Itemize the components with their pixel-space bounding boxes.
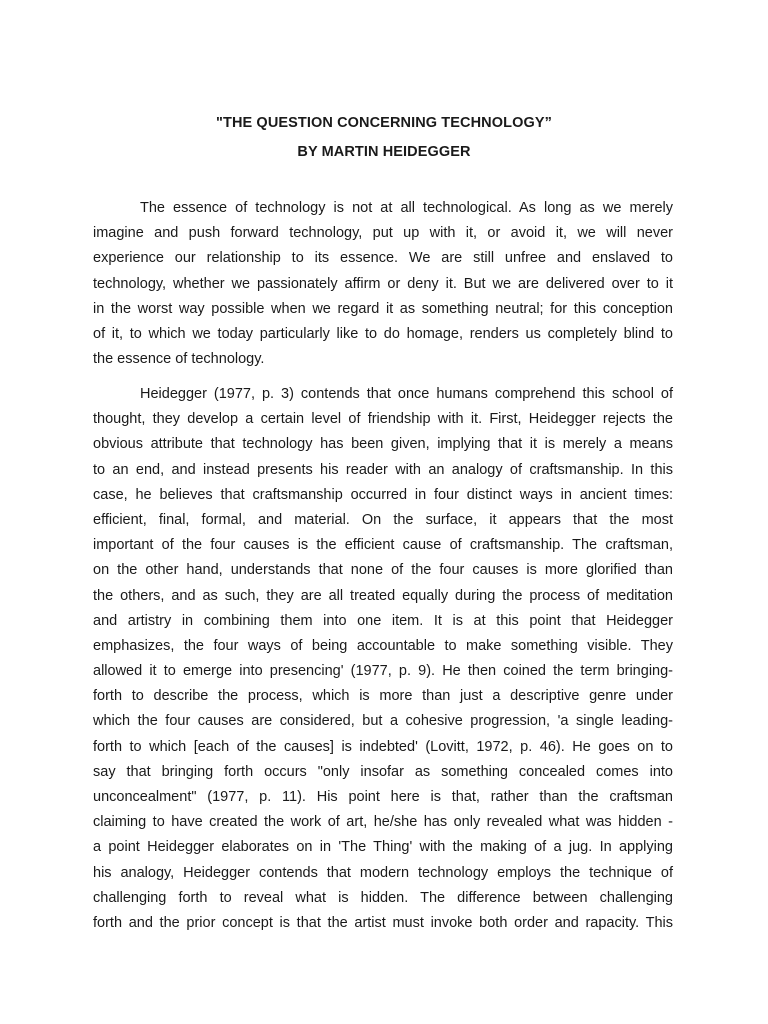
text-line: to an end, and instead presents his reader with an analogy of craftsmanship. In this: [93, 461, 673, 478]
document-title: "THE QUESTION CONCERNING TECHNOLOGY”: [216, 115, 552, 131]
text-line: obvious attribute that technology has been given, implying that it is merely a means: [93, 436, 673, 453]
text-line: emphasizes, the four ways of being accountable to make something visible. They: [93, 637, 673, 654]
paragraph-2: [93, 382, 673, 936]
text-line: forth to describe the process, which is more than just a descriptive genre under: [93, 688, 673, 705]
text-line: efficient, final, formal, and material. On the surface, it appears that the most: [93, 511, 673, 528]
text-line: allowed it to emerge into presencing' (1977, p. 9). He then coined the term bringing-: [93, 663, 673, 680]
text-line: in the worst way possible when we regard it as something neutral; for this conception: [93, 300, 673, 317]
text-line: important of the four causes is the efficient cause of craftsmanship. The craftsman,: [93, 537, 673, 554]
text-line: thought, they develop a certain level of friendship with it. First, Heidegger rejects the: [93, 411, 673, 428]
text-line: unconcealment" (1977, p. 11). His point here is that, rather than the craftsman: [93, 789, 673, 805]
paragraph-1: [93, 196, 673, 372]
text-line: on the other hand, understands that none of the four causes is more glorified than: [93, 562, 673, 579]
text-line: his analogy, Heidegger contends that modern technology employs the technique of: [93, 864, 673, 881]
text-line: and artistry in combining them into one item. It is at this point that Heidegger: [93, 612, 673, 629]
text-line: The essence of technology is not at all technological. As long as we merely: [140, 200, 673, 216]
text-line: say that bringing forth occurs "only insofar as something concealed comes into: [93, 763, 673, 780]
text-line: experience our relationship to its essence. We are still unfree and enslaved to: [93, 250, 673, 267]
text-line: challenging forth to reveal what is hidden. The difference between challenging: [93, 889, 673, 906]
text-line: case, he believes that craftsmanship occurred in four distinct ways in ancient times:: [93, 486, 673, 503]
text-line: claiming to have created the work of art, he/she has only revealed what was hidden -: [93, 814, 673, 831]
text-line: forth and the prior concept is that the artist must invoke both order and rapacity. This: [93, 914, 673, 931]
text-line: Heidegger (1977, p. 3) contends that once humans comprehend this school of: [140, 386, 673, 402]
text-line: forth to which [each of the causes] is indebted' (Lovitt, 1972, p. 46). He goes on to: [93, 738, 673, 755]
text-line: of it, to which we today particularly like to do homage, renders us completely blind to: [93, 325, 673, 342]
document-byline: BY MARTIN HEIDEGGER: [297, 144, 471, 160]
text-line: technology, whether we passionately affirm or deny it. But we are delivered over to it: [93, 275, 673, 292]
text-line: imagine and push forward technology, put up with it, or avoid it, we will never: [93, 225, 673, 242]
text-line: the essence of technology.: [93, 351, 265, 368]
text-line: the others, and as such, they are all treated equally during the process of meditation: [93, 587, 673, 604]
text-line: which the four causes are considered, but a cohesive progression, 'a single leading-: [93, 713, 673, 730]
text-line: a point Heidegger elaborates on in 'The Thing' with the making of a jug. In applying: [93, 839, 673, 856]
